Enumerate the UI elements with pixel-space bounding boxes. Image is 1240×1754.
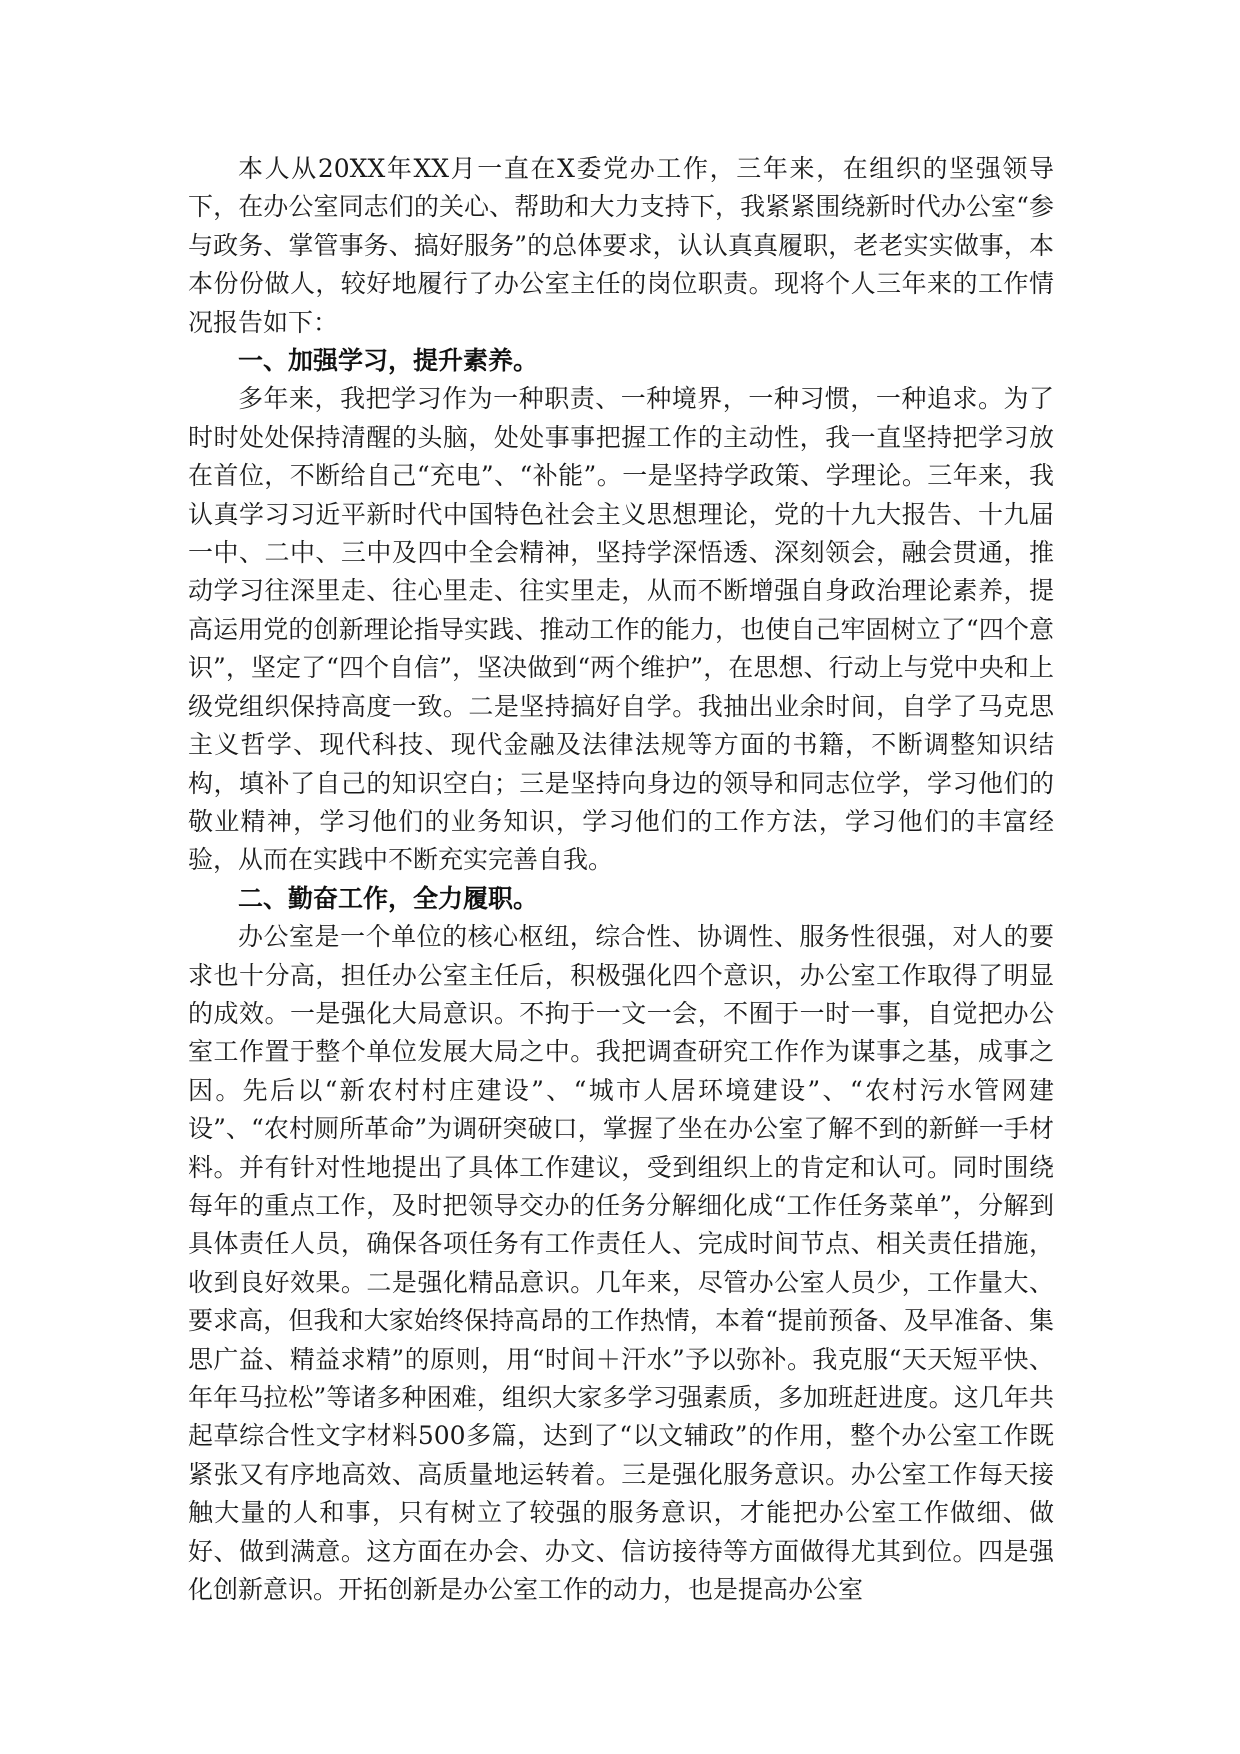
document-body (188, 150, 1054, 1609)
section-heading-study: 一、加强学习，提升素养。 (238, 346, 539, 376)
section-paragraph-work: 办公室是一个单位的核心枢纽，综合性、协调性、服务性很强，对人的要求也十分高，担任办公室主任后，积极强化四个意识，办公室工作取得了明显的成效。一是强化大局意识。不拘于一文一会，不囿于一时一事，自觉把办公室工作置于整个单位发展大局之中。我把调查研究工作作为谋事之基，成事之因。先后以“新农村村庄建设”、“城市人居环境建设”、“农村污水管网建设”、“农村厕所革命”为调研突破口，掌握了坐在办公室了解不到的新鲜一手材料。并有针对性地提出了具体工作建议，受到组织上的肯定和认可。同时围绕每年的重点工作，及时把领导交办的任务分解细化成“工作任务菜单”，分解到具体责任人员，确保各项任务有工作责任人、完成时间节点、相关责任措施，收到良好效果。二是强化精品意识。几年来，尽管办公室人员少，工作量大、要求高，但我和大家始终保持高昂的工作热情，本着“提前预备、及早准备、集思广益、精益求精”的原则，用“时间＋汗水”予以弥补。我克服“天天短平快、年年马拉松”等诸多种困难，组织大家多学习强素质，多加班赶进度。这几年共起草综合性文字材料500多篇，达到了“以文辅政”的作用，整个办公室工作既紧张又有序地高效、高质量地运转着。三是强化服务意识。办公室工作每天接触大量的人和事，只有树立了较强的服务意识，才能把办公室工作做细、做好、做到满意。这方面在办会、办文、信访接待等方面做得尤其到位。四是强化创新意识。开拓创新是办公室工作的动力，也是提高办公室 (188, 922, 1054, 1605)
intro-paragraph: 本人从20XX年XX月一直在X委党办工作，三年来，在组织的坚强领导下，在办公室同志们的关心、帮助和大力支持下，我紧紧围绕新时代办公室“参与政务、掌管事务、搞好服务”的总体要求，认认真真履职，老老实实做事，本本份份做人，较好地履行了办公室主任的岗位职责。现将个人三年来的工作情况报告如下： (188, 154, 1054, 337)
section-heading-work: 二、勤奋工作，全力履职。 (238, 883, 539, 913)
section-paragraph-study: 多年来，我把学习作为一种职责、一种境界，一种习惯，一种追求。为了时时处处保持清醒的头脑，处处事事把握工作的主动性，我一直坚持把学习放在首位，不断给自己“充电”、“补能”。一是坚持学政策、学理论。三年来，我认真学习习近平新时代中国特色社会主义思想理论，党的十九大报告、十九届一中、二中、三中及四中全会精神，坚持学深悟透、深刻领会，融会贯通，推动学习往深里走、往心里走、往实里走，从而不断增强自身政治理论素养，提高运用党的创新理论指导实践、推动工作的能力，也使自己牢固树立了“四个意识”，坚定了“四个自信”，坚决做到“两个维护”，在思想、行动上与党中央和上级党组织保持高度一致。二是坚持搞好自学。我抽出业余时间，自学了马克思主义哲学、现代科技、现代金融及法律法规等方面的书籍，不断调整知识结构，填补了自己的知识空白；三是坚持向身边的领导和同志位学，学习他们的敬业精神，学习他们的业务知识，学习他们的工作方法，学习他们的丰富经验，从而在实践中不断充实完善自我。 (188, 384, 1054, 875)
